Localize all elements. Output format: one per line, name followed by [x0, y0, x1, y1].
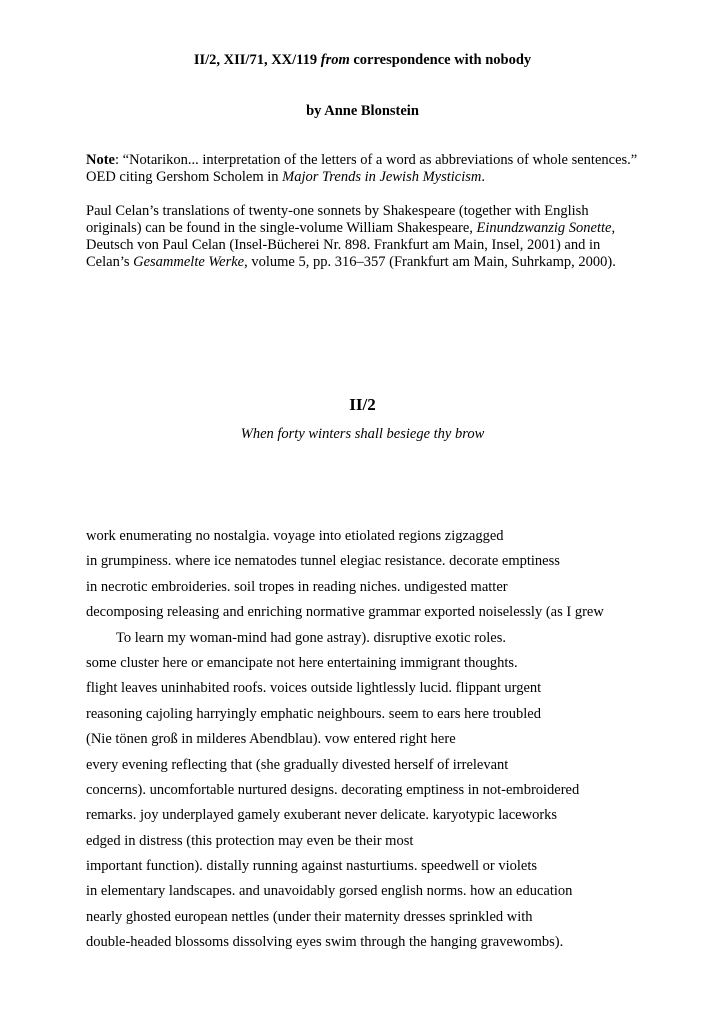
poem-line: edged in distress (this protection may even be their most [86, 832, 414, 849]
poem-line: work enumerating no nostalgia. voyage into etiolated regions zigzagged [86, 528, 504, 544]
celan-note-text-3: , volume 5, pp. 316–357 (Frankfurt am Main, Suhrkamp, 2000). [244, 254, 616, 270]
poem-line: flight leaves uninhabited roofs. voices outside lightlessly lucid. flippant urgent [86, 680, 542, 697]
poem-line: concerns). uncomfortable nurtured designs. decorating emptiness in not-embroidered [86, 781, 580, 798]
document-title [0, 51, 725, 69]
poem-line: reasoning cajoling harryingly emphatic neighbours. seem to ears here troubled [86, 705, 541, 722]
celan-note-text-1: Paul Celan’s translations of twenty-one sonnets by Shakespeare (together with English originals) can be found in the single-volume William Shakespeare, [86, 203, 589, 236]
poem-body [86, 524, 666, 956]
title-suffix: correspondence with nobody [349, 52, 532, 68]
celan-book-title-2: Gesammelte Werke [133, 254, 245, 270]
poem-line: in necrotic embroideries. soil tropes in reading niches. undigested matter [86, 578, 508, 595]
note-label: Note [86, 152, 115, 168]
poem-line: nearly ghosted european nettles (under their maternity dresses sprinkled with [86, 908, 533, 925]
note-text-end: . [481, 169, 485, 185]
note-paragraph [86, 152, 646, 186]
celan-note-text-2: , Deutsch von Paul Celan (Insel-Bücherei Nr. 898. Frankfurt am Main, Insel, 2001) and in Celan’s [86, 220, 616, 270]
poem-line: double-headed blossoms dissolving eyes swim through the hanging gravewombs). [86, 934, 564, 951]
poem-line: every evening reflecting that (she gradually divested herself of irrelevant [86, 756, 509, 773]
poem-line: decomposing releasing and enriching normative grammar exported noiselessly (as I grew [86, 604, 604, 621]
poem-line: in elementary landscapes. and unavoidably gorsed english norms. how an education [86, 883, 573, 900]
celan-book-title-1: Einundzwanzig Sonette [476, 220, 612, 236]
poem-line: To learn my woman-mind had gone astray). disruptive exotic roles. [116, 629, 506, 646]
poem-line: (Nie tönen groß in milderes Abendblau). vow entered right here [86, 731, 456, 748]
celan-note-paragraph [86, 203, 646, 271]
epigraph: When forty winters shall besiege thy brow [240, 426, 485, 442]
title-from: from [320, 52, 350, 68]
author-byline: by Anne Blonstein [306, 103, 419, 119]
section-heading: II/2 [349, 395, 376, 414]
poem-line: some cluster here or emancipate not here entertaining immigrant thoughts. [86, 654, 518, 671]
title-prefix: II/2, XII/71, XX/119 [193, 52, 321, 68]
poem-line: important function). distally running against nasturtiums. speedwell or violets [86, 858, 538, 875]
note-text: : “Notarikon... interpretation of the letters of a word as abbreviations of whole sentences.” OED citing Gershom Scholem in [86, 152, 638, 185]
poem-line: in grumpiness. where ice nematodes tunnel elegiac resistance. decorate emptiness [86, 553, 560, 570]
poem-line: remarks. joy underplayed gamely exuberant never delicate. karyotypic laceworks [86, 807, 558, 824]
note-book-title: Major Trends in Jewish Mysticism [282, 169, 482, 185]
